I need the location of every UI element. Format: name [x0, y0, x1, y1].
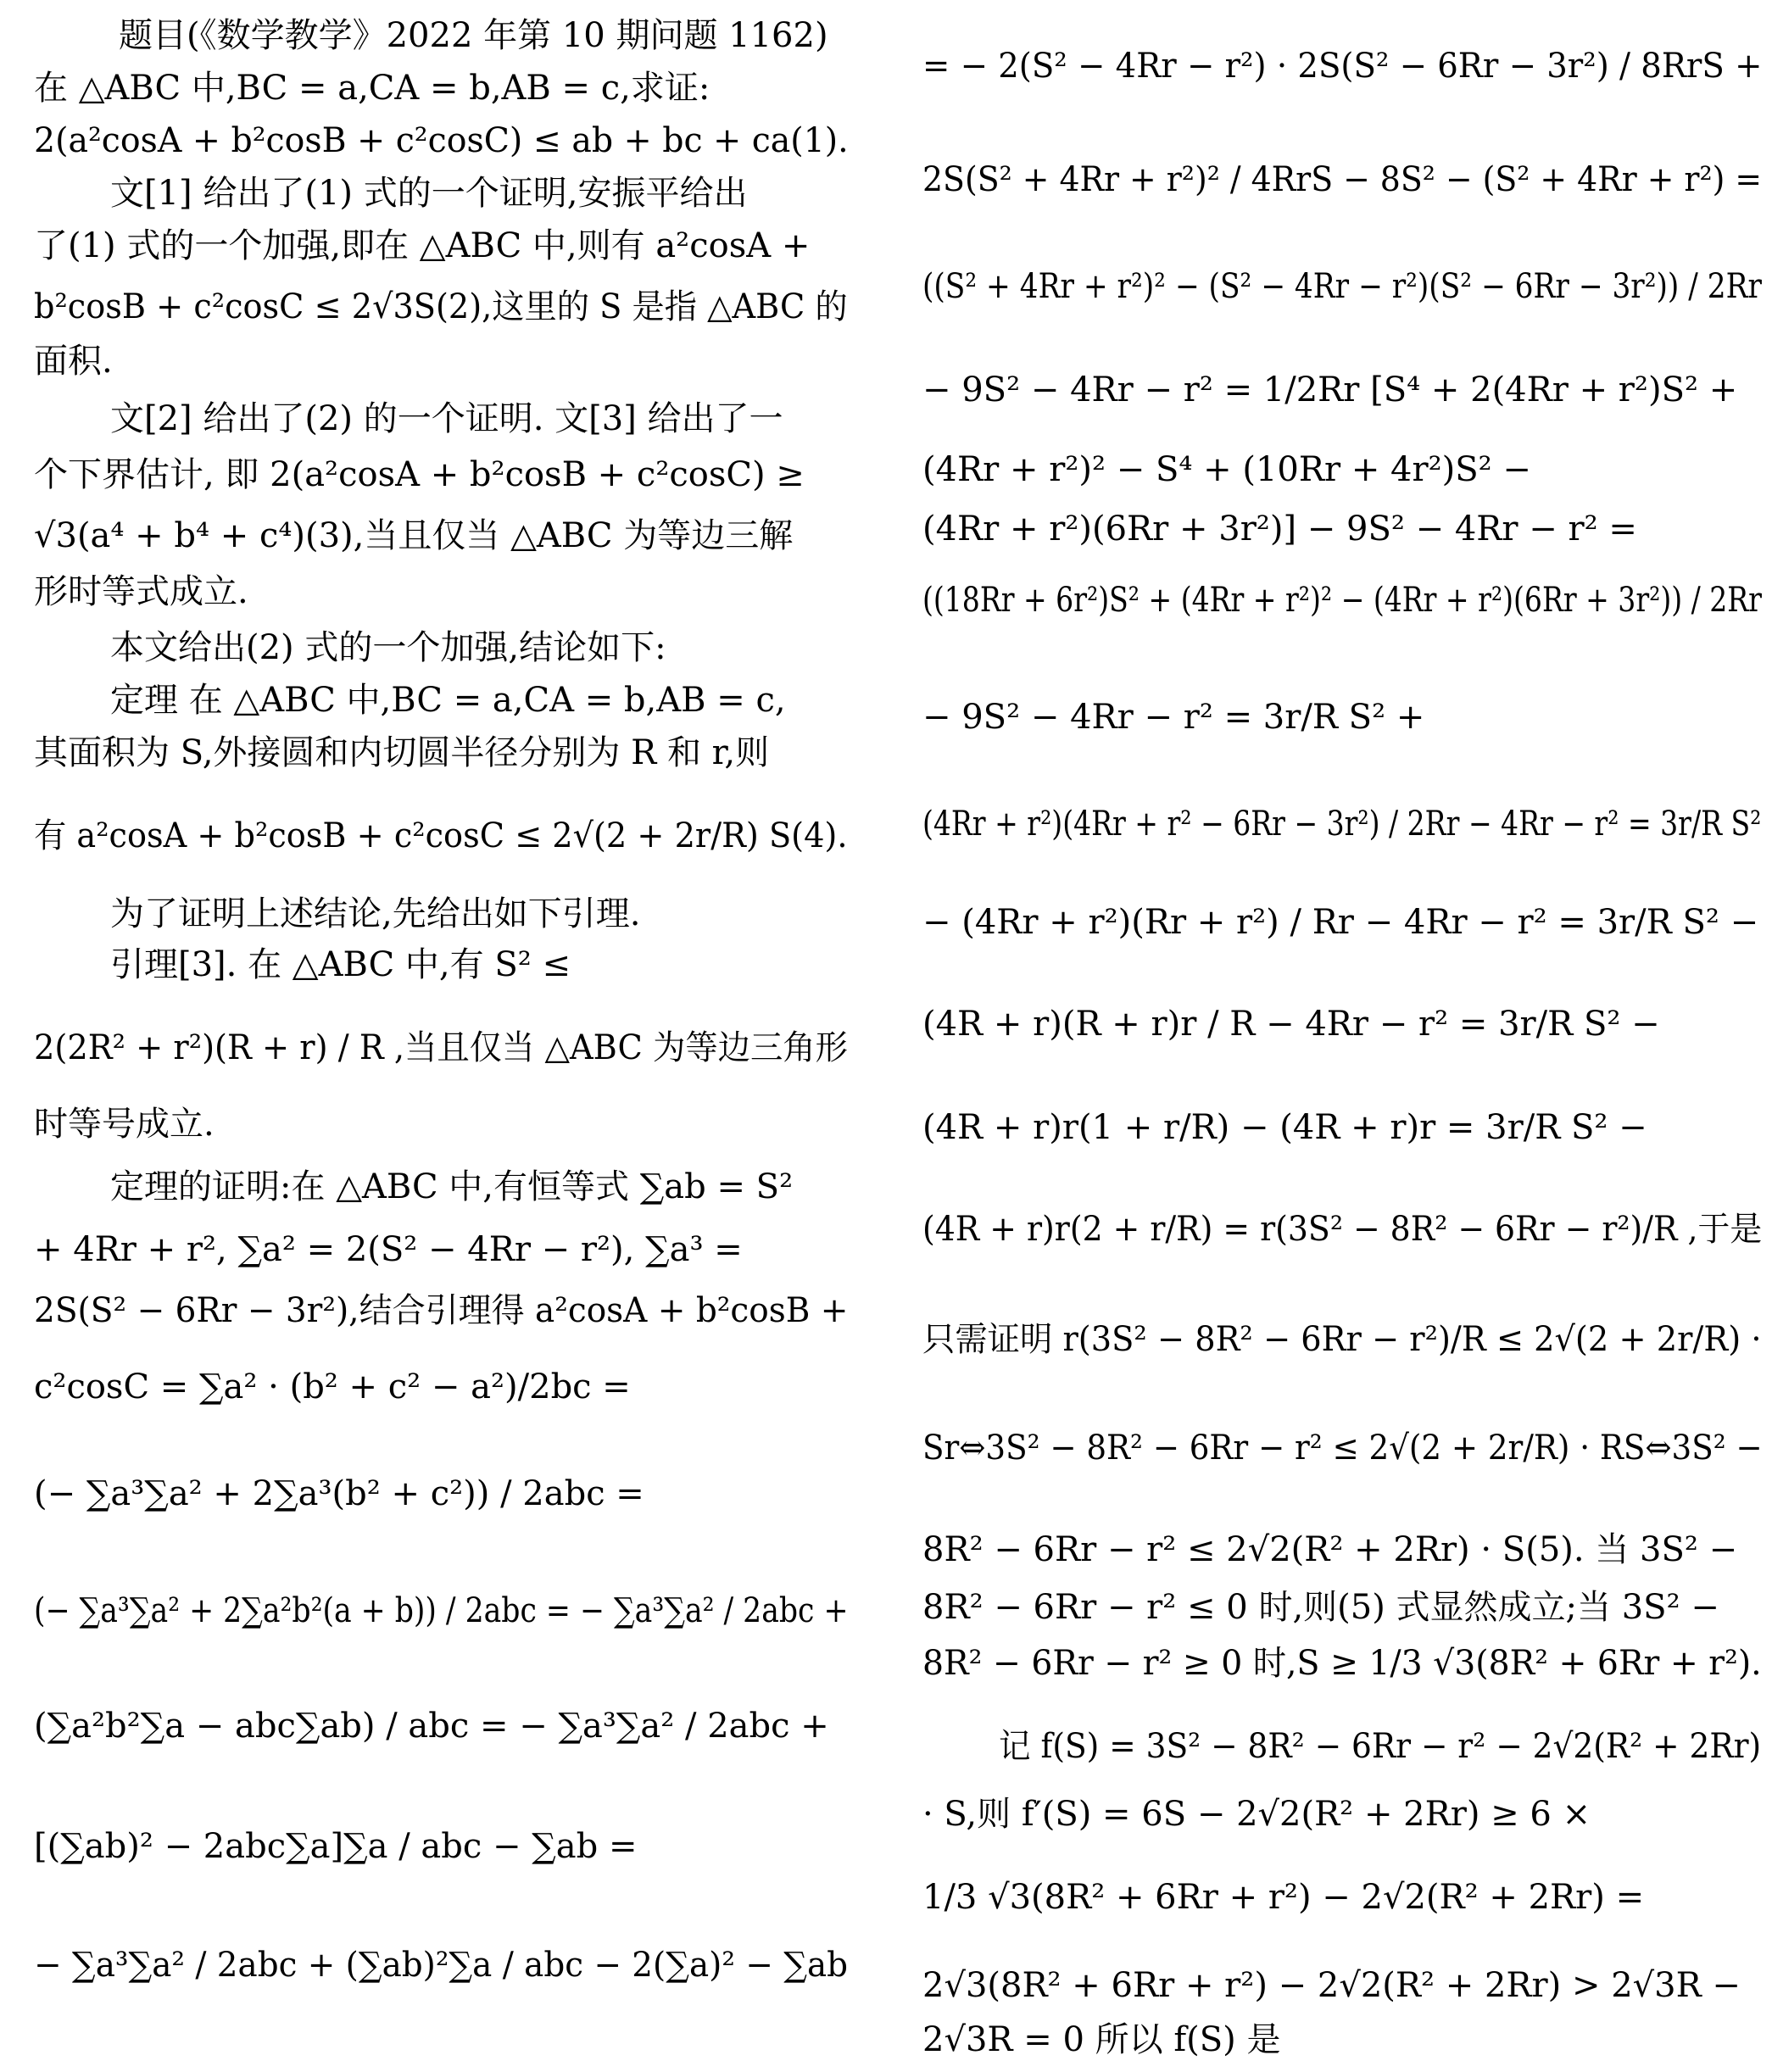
- left-line: 时等号成立.: [34, 1105, 215, 1144]
- right-line: Sr⇔3S² − 8R² − 6Rr − r² ≤ 2√(2 + 2r/R) · RS⇔3S² −: [922, 1429, 1763, 1468]
- left-line: (∑a²b²∑a − abc∑ab) / abc = − ∑a³∑a² / 2abc +: [34, 1707, 829, 1746]
- left-line: 有 a²cosA + b²cosB + c²cosC ≤ 2√(2 + 2r/R) S(4).: [34, 816, 848, 855]
- left-line: 本文给出(2) 式的一个加强,结论如下:: [110, 628, 666, 667]
- right-line: 2√3R = 0 所以 f(S) 是: [922, 2020, 1281, 2059]
- left-line: (− ∑a³∑a² + 2∑a²b²(a + b)) / 2abc = − ∑a³∑a² / 2abc +: [34, 1591, 849, 1630]
- left-line: 2(2R² + r²)(R + r) / R ,当且仅当 △ABC 为等边三角形: [34, 1028, 848, 1067]
- left-line: 了(1) 式的一个加强,即在 △ABC 中,则有 a²cosA +: [34, 226, 811, 265]
- left-line: 为了证明上述结论,先给出如下引理.: [110, 894, 641, 933]
- right-line: − 9S² − 4Rr − r² = 3r/R S² +: [922, 698, 1425, 737]
- left-line: 个下界估计, 即 2(a²cosA + b²cosB + c²cosC) ≥: [34, 455, 805, 494]
- left-line: − ∑a³∑a² / 2abc + (∑ab)²∑a / abc − 2(∑a)² − ∑ab: [34, 1946, 849, 1985]
- right-line: − 9S² − 4Rr − r² = 1/2Rr [S⁴ + 2(4Rr + r²)S² +: [922, 370, 1738, 409]
- left-line: + 4Rr + r², ∑a² = 2(S² − 4Rr − r²), ∑a³ =: [34, 1230, 743, 1269]
- right-line: 记 f(S) = 3S² − 8R² − 6Rr − r² − 2√2(R² + 2Rr): [999, 1727, 1762, 1766]
- left-line: 定理的证明:在 △ABC 中,有恒等式 ∑ab = S²: [110, 1167, 794, 1206]
- right-line: − (4Rr + r²)(Rr + r²) / Rr − 4Rr − r² = 3r/R S² −: [922, 903, 1759, 942]
- right-line: 8R² − 6Rr − r² ≤ 2√2(R² + 2Rr) · S(5). 当 3S² −: [922, 1530, 1738, 1569]
- left-line: 其面积为 S,外接圆和内切圆半径分别为 R 和 r,则: [34, 733, 770, 772]
- left-line: 文[2] 给出了(2) 的一个证明. 文[3] 给出了一: [110, 399, 783, 438]
- left-line: b²cosB + c²cosC ≤ 2√3S(2),这里的 S 是指 △ABC 的: [34, 287, 848, 326]
- right-line: 2√3(8R² + 6Rr + r²) − 2√2(R² + 2Rr) > 2√3R −: [922, 1966, 1741, 2005]
- left-line: 题目(《数学教学》2022 年第 10 期问题 1162): [119, 16, 828, 55]
- left-line: (− ∑a³∑a² + 2∑a³(b² + c²)) / 2abc =: [34, 1474, 644, 1513]
- right-line: (4R + r)r(2 + r/R) = r(3S² − 8R² − 6Rr − r²)/R ,于是: [922, 1210, 1763, 1249]
- left-line: 在 △ABC 中,BC = a,CA = b,AB = c,求证:: [34, 69, 710, 108]
- right-line: 8R² − 6Rr − r² ≥ 0 时,S ≥ 1/3 √3(8R² + 6Rr + r²).: [922, 1644, 1762, 1683]
- right-line: (4R + r)r(1 + r/R) − (4R + r)r = 3r/R S² −: [922, 1108, 1647, 1147]
- left-line: 文[1] 给出了(1) 式的一个证明,安振平给出: [110, 174, 748, 213]
- right-line: 只需证明 r(3S² − 8R² − 6Rr − r²)/R ≤ 2√(2 + 2r/R) ·: [922, 1320, 1762, 1359]
- left-line: √3(a⁴ + b⁴ + c⁴)(3),当且仅当 △ABC 为等边三解: [34, 516, 794, 555]
- left-line: [(∑ab)² − 2abc∑a]∑a / abc − ∑ab =: [34, 1827, 638, 1866]
- right-line: ((S² + 4Rr + r²)² − (S² − 4Rr − r²)(S² − 6Rr − 3r²)) / 2Rr: [922, 267, 1762, 306]
- left-line: 面积.: [34, 342, 113, 381]
- right-line: 1/3 √3(8R² + 6Rr + r²) − 2√2(R² + 2Rr) =: [922, 1878, 1645, 1917]
- left-line: 2S(S² − 6Rr − 3r²),结合引理得 a²cosA + b²cosB +: [34, 1291, 849, 1330]
- right-line: (4Rr + r²)(4Rr + r² − 6Rr − 3r²) / 2Rr − 4Rr − r² = 3r/R S²: [922, 805, 1762, 844]
- left-line: 引理[3]. 在 △ABC 中,有 S² ≤: [110, 945, 571, 984]
- right-line: (4Rr + r²)(6Rr + 3r²)] − 9S² − 4Rr − r² =: [922, 510, 1637, 549]
- left-line: 2(a²cosA + b²cosB + c²cosC) ≤ ab + bc + ca(1).: [34, 121, 849, 160]
- right-line: 2S(S² + 4Rr + r²)² / 4RrS − 8S² − (S² + 4Rr + r²) =: [922, 160, 1763, 199]
- left-line: c²cosC = ∑a² · (b² + c² − a²)/2bc =: [34, 1367, 631, 1406]
- right-line: (4Rr + r²)² − S⁴ + (10Rr + 4r²)S² −: [922, 450, 1531, 489]
- right-line: · S,则 f′(S) = 6S − 2√2(R² + 2Rr) ≥ 6 ×: [922, 1795, 1591, 1834]
- left-line: 形时等式成立.: [34, 572, 248, 611]
- right-line: (4R + r)(R + r)r / R − 4Rr − r² = 3r/R S² −: [922, 1005, 1660, 1044]
- right-line: 8R² − 6Rr − r² ≤ 0 时,则(5) 式显然成立;当 3S² −: [922, 1588, 1719, 1627]
- right-line: = − 2(S² − 4Rr − r²) · 2S(S² − 6Rr − 3r²) / 8RrS +: [922, 47, 1763, 86]
- right-line: ((18Rr + 6r²)S² + (4Rr + r²)² − (4Rr + r²)(6Rr + 3r²)) / 2Rr: [922, 581, 1762, 620]
- left-line: 定理 在 △ABC 中,BC = a,CA = b,AB = c,: [110, 681, 786, 720]
